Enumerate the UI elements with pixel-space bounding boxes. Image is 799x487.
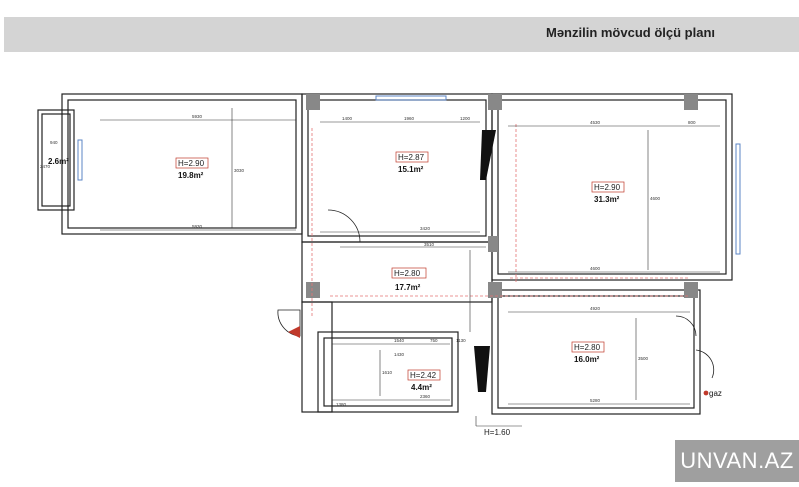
gas-marker-icon (704, 391, 709, 396)
kitchen-area: 16.0m² (574, 355, 600, 364)
dim-room2-top-b: 1960 (404, 116, 415, 121)
fixtures (474, 130, 496, 392)
room2-area: 15.1m² (398, 165, 424, 174)
page-title: Mənzilin mövcud ölçü planı (545, 25, 715, 40)
room3-height: H=2.90 (594, 183, 621, 192)
dim-room3-side: 4600 (650, 196, 661, 201)
dim-bath-bottom: 2360 (420, 394, 431, 399)
dim-bath-top: 1540 (394, 338, 405, 343)
watermark: UNVAN.AZ (675, 440, 799, 482)
floor-plan (0, 60, 799, 482)
dim-room3-right: 800 (688, 120, 696, 125)
room1-area: 19.8m² (178, 171, 204, 180)
dim-bath-mid: 1430 (394, 352, 405, 357)
sill-height: H=1.60 (484, 428, 511, 437)
bath-area: 4.4m² (411, 383, 432, 392)
dim-room2-bottom: 3420 (420, 226, 431, 231)
room3-area: 31.3m² (594, 195, 620, 204)
dim-corr-a: 1380 (336, 402, 347, 407)
room-label-room2 (396, 152, 428, 174)
room-label-room3 (592, 182, 624, 204)
floor-plan-drawing (0, 60, 799, 482)
dim-room2-top-c: 1200 (460, 116, 471, 121)
dim-room2-top-a: 1400 (342, 116, 353, 121)
room-label-room1 (176, 158, 208, 180)
dim-bath-side: 1610 (382, 370, 393, 375)
dim-kitchen-top: 4920 (590, 306, 601, 311)
dim-kitchen-bottom: 5280 (590, 398, 601, 403)
kitchen-height: H=2.80 (574, 343, 601, 352)
header-bar (4, 17, 799, 52)
dim-corr-c: 750 (430, 338, 438, 343)
hall-height: H=2.80 (394, 269, 421, 278)
dim-balcony-b: 2470 (40, 164, 51, 169)
hall-area: 17.7m² (395, 283, 421, 292)
dim-room3-bottom: 4600 (590, 266, 601, 271)
columns (306, 94, 698, 298)
room2-height: H=2.87 (398, 153, 425, 162)
balcony-area: 2.6m² (48, 157, 69, 166)
room-label-balcony (48, 157, 69, 166)
walls (38, 94, 732, 414)
gas-label: gaz (709, 389, 722, 398)
dim-room1-side: 3030 (234, 168, 245, 173)
room-label-bath (408, 370, 440, 392)
room-label-hall (392, 268, 426, 292)
dim-room1-bottom: 5930 (192, 224, 203, 229)
dim-corr-b: 1130 (456, 338, 466, 343)
bath-height: H=2.42 (410, 371, 437, 380)
dim-room1-top: 5930 (192, 114, 203, 119)
dim-hall-width: 3510 (424, 242, 435, 247)
sill-label (476, 416, 522, 437)
entrance-arrow-icon (288, 326, 300, 338)
dim-kitchen-side: 3500 (638, 356, 649, 361)
dim-room3-top: 4530 (590, 120, 601, 125)
room-label-kitchen (572, 342, 604, 364)
room1-height: H=2.90 (178, 159, 205, 168)
dim-balcony-a: 940 (50, 140, 58, 145)
